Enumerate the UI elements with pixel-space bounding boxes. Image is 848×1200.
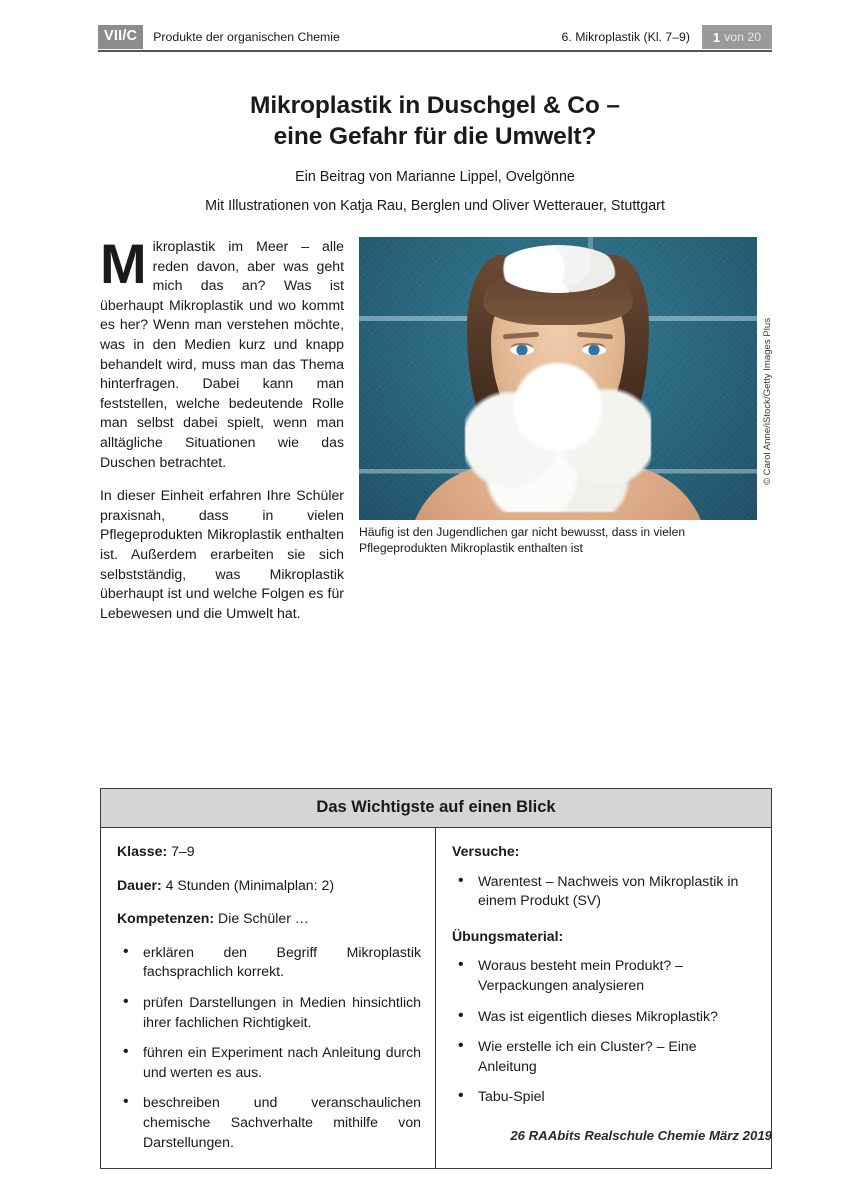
title-line-1: Mikroplastik in Duschgel & Co –	[250, 92, 620, 119]
dauer-value: 4 Stunden (Minimalplan: 2)	[165, 876, 335, 893]
page-header	[98, 25, 772, 49]
page-number: 1	[712, 29, 721, 45]
list-item: • beschreiben und veranschaulichen chemische Sachverhalte mithilfe von Darstellungen.	[117, 1093, 421, 1152]
list-item: • prüfen Darstellungen in Medien hinsichtlich ihrer fachlichen Richtigkeit.	[117, 993, 421, 1032]
overview-box-title: Das Wichtigste auf einen Blick	[101, 789, 771, 828]
versuche-label: Versuche:	[452, 843, 520, 859]
list-item: • Wie erstelle ich ein Cluster? – Eine Anleitung	[452, 1037, 757, 1076]
list-item: • Was ist eigentlich dieses Mikroplastik?	[452, 1007, 757, 1027]
chapter-code-badge: VII/C	[98, 25, 143, 49]
photo-foam-hands	[465, 362, 651, 512]
list-item: • Woraus besteht mein Produkt? – Verpackungen analysieren	[452, 956, 757, 995]
uebungsmaterial-list	[452, 956, 757, 1107]
byline: Ein Beitrag von Marianne Lippel, Ovelgönne	[295, 169, 575, 185]
photo-image	[359, 237, 757, 520]
versuche-list	[452, 872, 757, 911]
dauer-label: Dauer:	[117, 876, 162, 893]
klasse-line	[117, 842, 421, 862]
article-paragraph-1	[100, 232, 344, 472]
article-photo	[359, 237, 757, 520]
overview-right-column	[436, 828, 771, 1168]
photo-eye-left	[510, 345, 534, 355]
series-title: Produkte der organischen Chemie	[153, 30, 340, 44]
list-item: • Warentest – Nachweis von Mikroplastik in einem Produkt (SV)	[452, 872, 757, 911]
page-number-badge	[702, 25, 772, 49]
overview-left-column	[101, 828, 436, 1168]
title-line-2: eine Gefahr für die Umwelt?	[273, 123, 597, 150]
dauer-line	[117, 876, 421, 896]
kompetenzen-label: Kompetenzen:	[117, 910, 215, 927]
kompetenzen-value: Die Schüler …	[218, 910, 309, 927]
article-paragraph-2: In dieser Einheit erfahren Ihre Schüler praxisnah, dass in vielen Pflegeprodukten Mikroplastik enthalten ist. Außerdem erarbeiten sie sich selbstständig, was Mikroplastik überhaupt ist und welche Folgen es für Lebewesen und die Umwelt hat.	[100, 487, 344, 621]
page-of-total: von 20	[724, 30, 762, 44]
illustrations-credit: Mit Illustrationen von Katja Rau, Berglen und Oliver Wetterauer, Stuttgart	[205, 198, 665, 214]
page-title	[98, 90, 772, 152]
article-paragraph-1-text: ikroplastik im Meer – alle reden davon, aber was geht mich das an? Was ist überhaupt Mikroplastik und wo kommt es her? Wenn man verstehen möchte, was in den Medien kurz und knapp behandelt wird, muss man das Thema hinterfragen. Dabei kann man feststellen, welche bedeutende Rolle man selbst dabei spielt, wenn man alltägliche Situationen wie das Duschen betrachtet.	[100, 238, 344, 470]
overview-box-body	[101, 828, 771, 1168]
photo-caption: Häufig ist den Jugendlichen gar nicht bewusst, dass in vielen Pflegeprodukten Mikroplastik enthalten ist	[359, 525, 686, 555]
page-footer: 26 RAAbits Realschule Chemie März 2019	[510, 1128, 772, 1143]
photo-foam-hair	[498, 245, 618, 293]
overview-box	[100, 788, 772, 1169]
header-divider	[98, 50, 772, 52]
header-topic: 6. Mikroplastik (Kl. 7–9)	[561, 30, 690, 44]
list-item: • Tabu-Spiel	[452, 1087, 757, 1107]
uebungsmaterial-label: Übungsmaterial:	[452, 927, 564, 944]
drop-cap: M	[100, 232, 147, 295]
list-item: • erklären den Begriff Mikroplastik fachsprachlich korrekt.	[117, 943, 421, 982]
kompetenzen-list	[117, 943, 421, 1152]
list-item: • führen ein Experiment nach Anleitung durch und werten es aus.	[117, 1043, 421, 1082]
klasse-value: 7–9	[171, 843, 195, 859]
photo-eye-right	[582, 345, 606, 355]
klasse-label: Klasse:	[117, 843, 168, 859]
kompetenzen-line	[117, 909, 421, 929]
photo-credit: © Carol Anne/iStock/Getty Images Plus	[762, 318, 773, 486]
article-text-column	[100, 232, 344, 623]
